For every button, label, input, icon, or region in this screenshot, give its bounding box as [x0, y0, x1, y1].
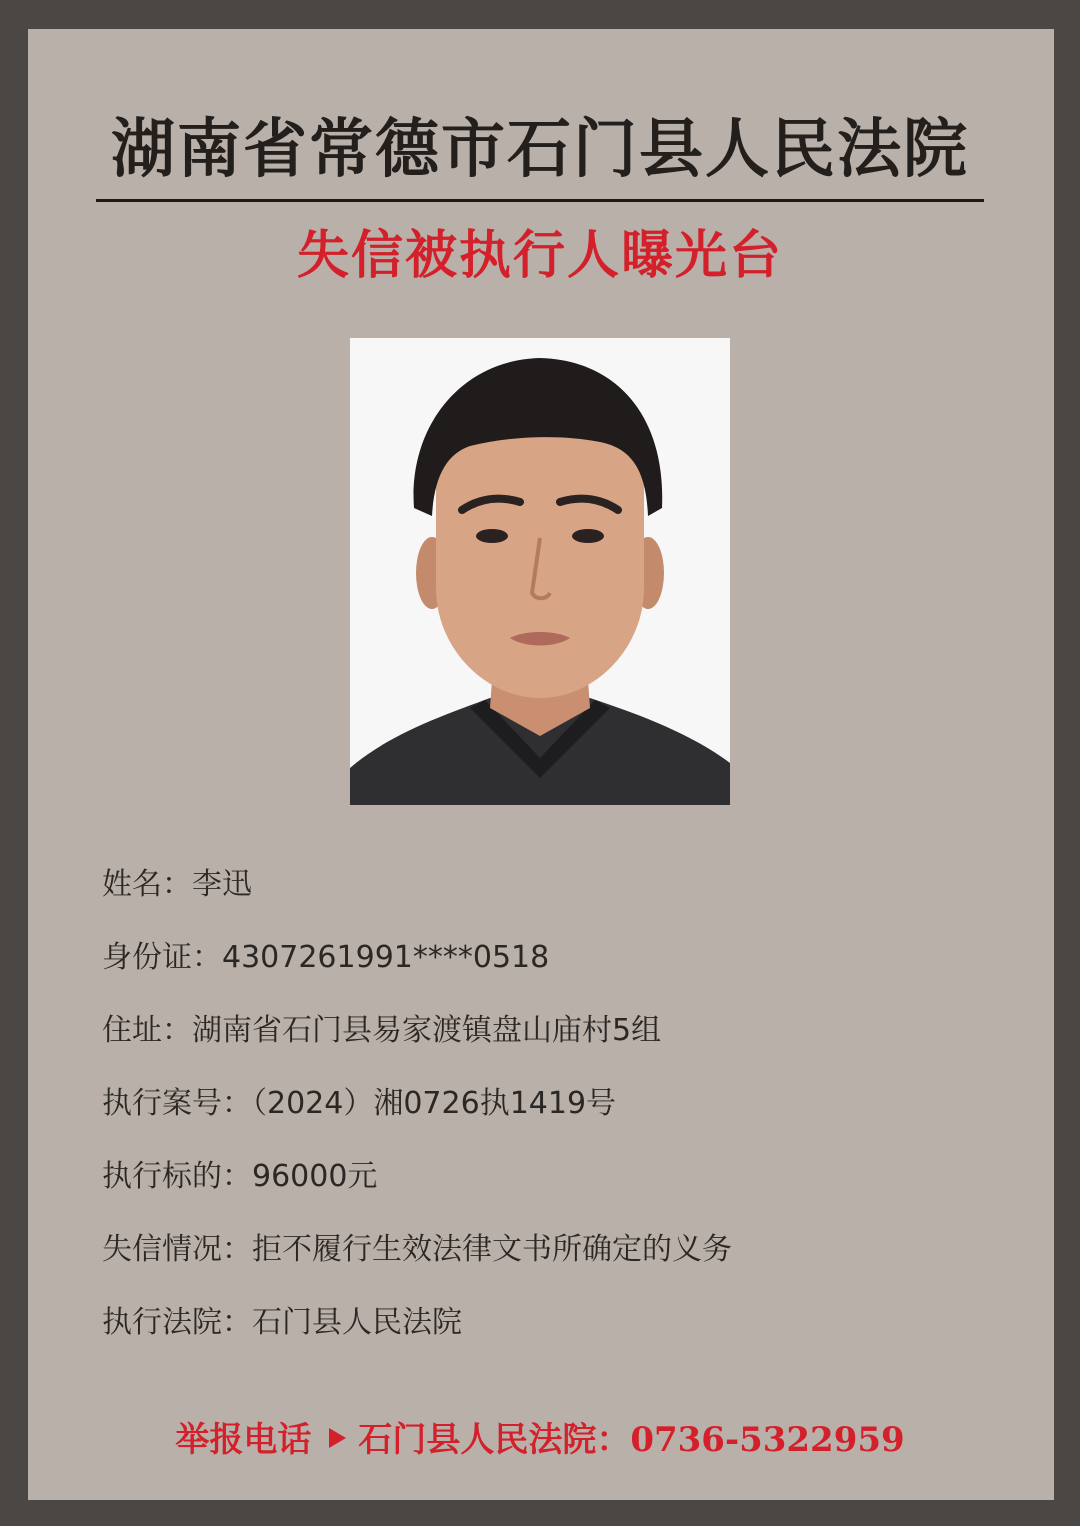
- court-label: 执行法院：: [102, 1305, 252, 1340]
- address-label: 住址：: [102, 1013, 192, 1048]
- situation-row: [102, 1223, 1002, 1296]
- name-value: 李迅: [192, 867, 252, 902]
- info-section: [102, 858, 1002, 1369]
- exposure-subtitle: 失信被执行人曝光台: [296, 226, 783, 286]
- report-phone: 0736-5322959: [630, 1420, 905, 1460]
- id-row: [102, 931, 1002, 1004]
- case-row: [102, 1077, 1002, 1150]
- amount-label: 执行标的：: [102, 1159, 252, 1194]
- court-row: [102, 1296, 1002, 1369]
- situation-label: 失信情况：: [102, 1232, 252, 1267]
- id-label: 身份证：: [102, 940, 222, 975]
- address-row: [102, 1004, 1002, 1077]
- situation-value: 拒不履行生效法律文书所确定的义务: [252, 1232, 732, 1267]
- court-title: 湖南省常德市石门县人民法院: [111, 113, 969, 187]
- amount-row: [102, 1150, 1002, 1223]
- play-arrow-icon: [329, 1428, 346, 1448]
- case-value: （2024）湘0726执1419号: [252, 1086, 617, 1121]
- portrait-icon: [350, 338, 730, 805]
- id-value: 4307261991****0518: [222, 940, 550, 975]
- amount-value: 96000元: [252, 1159, 378, 1194]
- court-value: 石门县人民法院: [252, 1305, 462, 1340]
- address-value: 湖南省石门县易家渡镇盘山庙村5组: [192, 1013, 662, 1048]
- report-label: 举报电话: [175, 1420, 312, 1460]
- report-hotline: [0, 1414, 1080, 1466]
- case-label: 执行案号：: [102, 1086, 252, 1121]
- name-label: 姓名：: [102, 867, 192, 902]
- report-org: 石门县人民法院：: [358, 1420, 631, 1460]
- name-row: [102, 858, 1002, 931]
- title-divider: [96, 199, 984, 202]
- portrait-photo: [350, 338, 730, 805]
